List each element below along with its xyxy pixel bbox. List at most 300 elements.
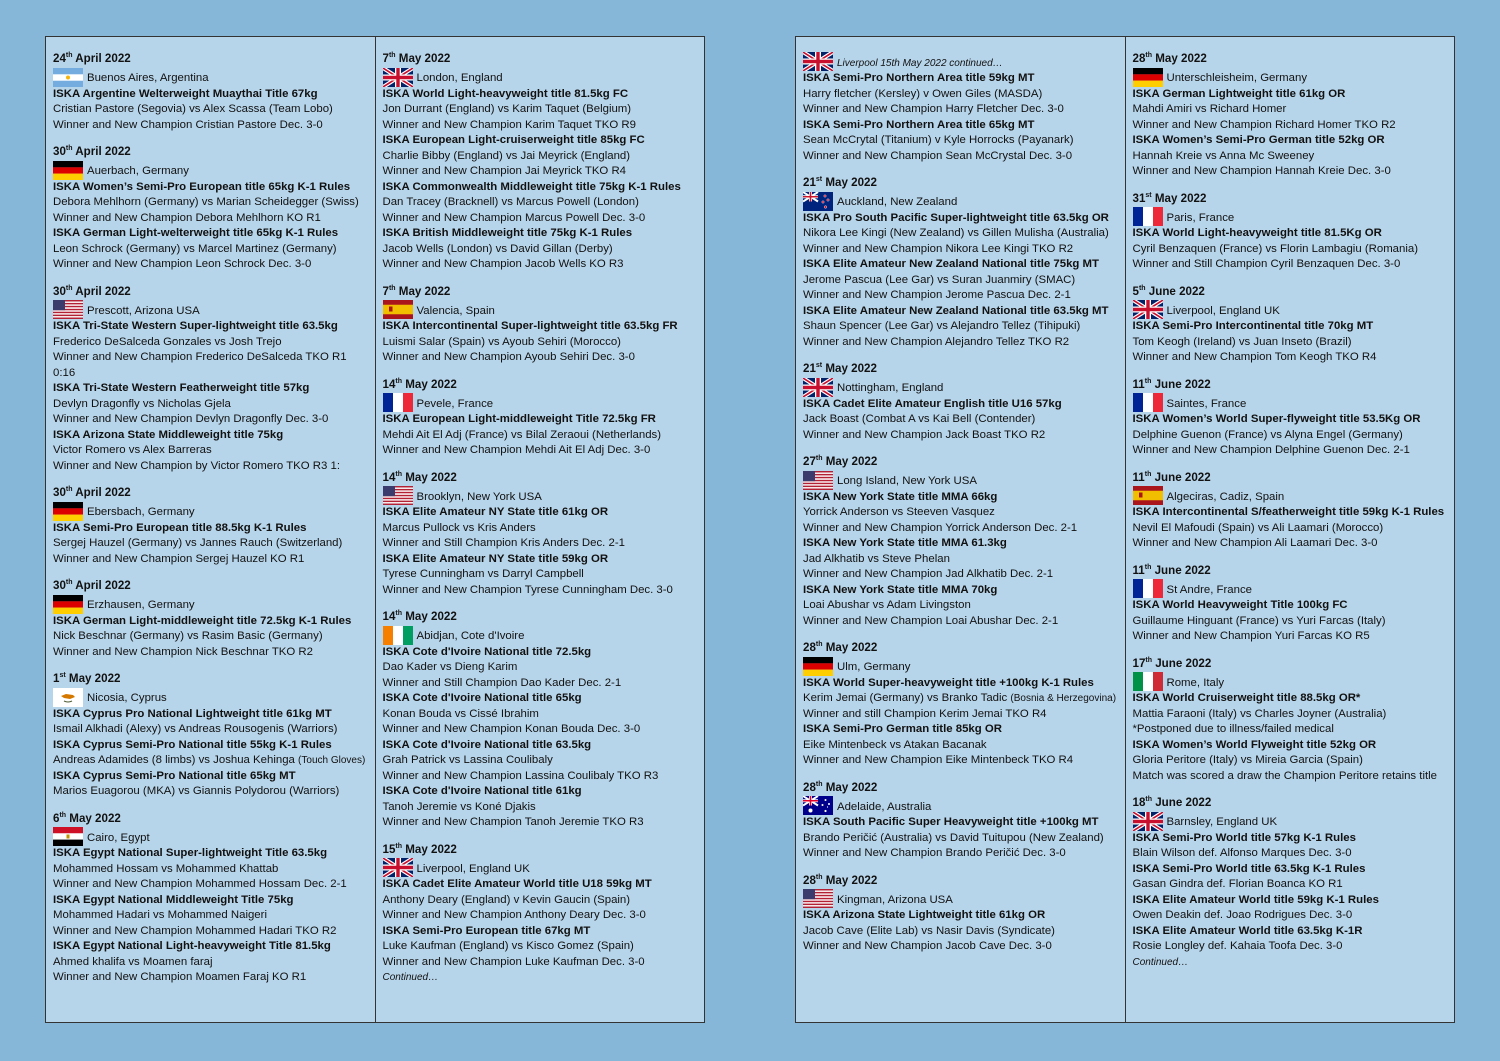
event-location: Barnsley, England UK bbox=[1166, 816, 1278, 828]
result-line bbox=[1133, 536, 1449, 552]
event-block bbox=[1133, 795, 1449, 970]
result-line bbox=[1133, 164, 1449, 180]
event-location: Prescott, Arizona USA bbox=[87, 304, 200, 317]
result-line bbox=[53, 862, 369, 878]
event-block bbox=[53, 144, 369, 273]
title-fight-name bbox=[383, 645, 699, 661]
event-date bbox=[803, 175, 1119, 191]
event-block bbox=[383, 51, 699, 273]
line-text: ISKA Semi-Pro Intercontinental title 70kg MT bbox=[1132, 320, 1374, 332]
event-block bbox=[1133, 51, 1449, 180]
germany-flag-icon bbox=[803, 657, 833, 676]
date-day: 1 bbox=[53, 672, 60, 685]
result-line bbox=[53, 955, 369, 971]
result-line bbox=[383, 335, 699, 351]
result-line bbox=[383, 800, 699, 816]
date-month-year: April 2022 bbox=[72, 284, 131, 298]
line-text: Victor Romero vs Alex Barreras bbox=[53, 444, 212, 456]
line-text: Winner and New Champion Tom Keogh TKO R4 bbox=[1132, 351, 1377, 363]
event-block bbox=[1133, 470, 1449, 552]
line-text: ISKA World Light-heavyweight title 81.5Kg OR bbox=[1132, 227, 1382, 239]
date-suffix: th bbox=[59, 811, 67, 819]
usa-flag-icon bbox=[383, 486, 413, 505]
line-text: ISKA Cyprus Pro National Lightweight title 61kg MT bbox=[53, 707, 332, 720]
title-fight-name bbox=[53, 893, 369, 909]
date-month-year: May 2022 bbox=[822, 362, 877, 375]
event-date bbox=[53, 671, 369, 687]
date-day: 28 bbox=[803, 780, 816, 794]
event-block bbox=[53, 284, 369, 475]
event-date bbox=[53, 485, 369, 501]
title-fight-name bbox=[53, 226, 369, 242]
location-row bbox=[1133, 812, 1449, 831]
line-text: ISKA Semi-Pro Northern Area title 65kg MT bbox=[803, 118, 1035, 131]
location-row bbox=[1133, 300, 1449, 319]
result-line bbox=[53, 536, 369, 552]
uk-flag-icon bbox=[1133, 812, 1163, 831]
line-text: Continued… bbox=[382, 972, 439, 983]
line-text: Winner and New Champion Sean McCrystal Dec. 3-0 bbox=[803, 149, 1073, 162]
result-line bbox=[53, 459, 369, 475]
line-text: ISKA Arizona State Middleweight title 75kg bbox=[53, 428, 284, 441]
line-text: Winner and New Champion Brando Peričić Dec. 3-0 bbox=[803, 847, 1066, 859]
result-line bbox=[383, 242, 699, 258]
line-text: Winner and New Champion Jerome Pascua Dec. 2-1 bbox=[803, 289, 1071, 301]
date-month-year: May 2022 bbox=[822, 873, 878, 887]
line-text: Mahdi Amiri vs Richard Homer bbox=[1132, 103, 1287, 115]
line-text: ISKA European Light-middleweight Title 72.5kg FR bbox=[382, 413, 656, 425]
title-fight-name bbox=[803, 71, 1119, 87]
column bbox=[375, 37, 705, 1022]
date-day: 30 bbox=[53, 579, 66, 592]
line-text: Nick Beschnar (Germany) vs Rasim Basic (Germany) bbox=[53, 630, 323, 642]
result-line bbox=[803, 567, 1119, 583]
location-row bbox=[53, 827, 369, 846]
result-line bbox=[1133, 707, 1449, 723]
spain-flag-icon bbox=[383, 300, 413, 319]
title-fight-name bbox=[383, 87, 699, 103]
date-suffix: th bbox=[65, 486, 73, 494]
event-location: Buenos Aires, Argentina bbox=[87, 72, 209, 84]
line-text: Winner and New Champion Hannah Kreie Dec. 3-0 bbox=[1132, 165, 1391, 177]
line-text: Winner and New Champion Lassina Coulibaly TKO R3 bbox=[382, 769, 659, 782]
event-date bbox=[53, 578, 369, 594]
event-block bbox=[803, 454, 1119, 629]
event-block bbox=[803, 780, 1119, 862]
line-text: ISKA Semi-Pro German title 85kg OR bbox=[803, 723, 1002, 735]
event-date bbox=[53, 51, 369, 67]
location-row bbox=[1133, 393, 1449, 412]
event-location: Ebersbach, Germany bbox=[87, 506, 195, 518]
line-text: Rosie Longley def. Kahaia Toofa Dec. 3-0 bbox=[1132, 940, 1343, 952]
line-text: Owen Deakin def. Joao Rodrigues Dec. 3-0 bbox=[1132, 909, 1353, 921]
france-flag-icon bbox=[1133, 579, 1163, 598]
date-month-year: May 2022 bbox=[822, 780, 878, 794]
location-row bbox=[53, 68, 369, 87]
event-block bbox=[1133, 377, 1449, 459]
location-row bbox=[383, 68, 699, 87]
date-suffix: th bbox=[1144, 377, 1152, 385]
line-text: Winner and New Champion Mohammed Hossam Dec. 2-1 bbox=[53, 878, 347, 890]
date-suffix: th bbox=[1145, 796, 1153, 804]
line-text: Winner and New Champion Yorrick Anderson Dec. 2-1 bbox=[803, 521, 1078, 534]
result-line bbox=[383, 893, 699, 909]
location-row bbox=[1133, 486, 1449, 505]
argentina-flag-icon bbox=[53, 68, 83, 87]
date-suffix: th bbox=[815, 873, 823, 881]
line-text: Leon Schrock (Germany) vs Marcel Martinez (Germany) bbox=[53, 242, 337, 255]
line-text: Winner and New Champion Richard Homer TKO R2 bbox=[1132, 118, 1396, 131]
date-suffix: th bbox=[388, 52, 396, 60]
germany-flag-icon bbox=[53, 595, 83, 614]
line-text: Dan Tracey (Bracknell) vs Marcus Powell (London) bbox=[382, 196, 639, 208]
result-line bbox=[53, 645, 369, 661]
date-suffix: th bbox=[1144, 470, 1152, 478]
result-line bbox=[383, 195, 699, 211]
title-fight-name bbox=[53, 381, 369, 397]
date-day: 11 bbox=[1132, 563, 1145, 577]
title-fight-name bbox=[383, 691, 699, 707]
event-location: Saintes, France bbox=[1166, 397, 1247, 410]
line-text: ISKA Intercontinental Super-lightweight title 63.5kg FR bbox=[382, 320, 678, 332]
result-line bbox=[803, 707, 1119, 723]
line-text: Winner and New Champion Jacob Wells KO R3 bbox=[382, 258, 624, 270]
result-line bbox=[53, 397, 369, 413]
event-date bbox=[1133, 284, 1449, 300]
line-text: Winner and New Champion Devlyn Dragonfly Dec. 3-0 bbox=[53, 413, 329, 425]
date-suffix: th bbox=[65, 52, 73, 60]
result-line bbox=[53, 970, 369, 986]
date-day: 14 bbox=[382, 610, 396, 623]
line-text: Winner and New Champion Jack Boast TKO R2 bbox=[803, 428, 1046, 441]
title-fight-name bbox=[1133, 691, 1449, 707]
line-text: ISKA Tri-State Western Super-lightweight title 63.5kg bbox=[53, 320, 338, 332]
date-day: 6 bbox=[53, 811, 60, 825]
line-text: ISKA Semi-Pro World title 57kg K-1 Rules bbox=[1132, 831, 1356, 844]
line-text: ISKA World Heavyweight Title 100kg FC bbox=[1132, 599, 1348, 611]
line-text: Winner and New Champion Luke Kaufman Dec. 3-0 bbox=[382, 955, 645, 968]
location-row bbox=[53, 161, 369, 180]
title-fight-name bbox=[53, 738, 369, 754]
result-line bbox=[1133, 769, 1449, 785]
event-location: Nottingham, England bbox=[837, 382, 944, 394]
location-row bbox=[803, 52, 1119, 71]
date-day: 30 bbox=[53, 145, 66, 158]
result-line bbox=[383, 211, 699, 227]
line-text: Delphine Guenon (France) vs Alyna Engel (Germany) bbox=[1132, 428, 1403, 441]
title-fight-name bbox=[53, 769, 369, 785]
date-day: 7 bbox=[382, 52, 389, 65]
result-line bbox=[1133, 428, 1449, 444]
line-text: Charlie Bibby (England) vs Jai Meyrick (England) bbox=[382, 149, 631, 162]
result-line bbox=[53, 211, 369, 227]
result-line bbox=[383, 707, 699, 723]
date-day: 18 bbox=[1132, 796, 1146, 809]
event-block bbox=[53, 671, 369, 800]
result-line bbox=[1133, 350, 1449, 366]
event-location: Unterschleisheim, Germany bbox=[1166, 72, 1308, 84]
event-location: Cairo, Egypt bbox=[87, 831, 150, 844]
line-text: Mohammed Hadari vs Mohammed Naigeri bbox=[53, 909, 267, 921]
date-day: 28 bbox=[1132, 52, 1146, 65]
date-month-year: June 2022 bbox=[1151, 470, 1211, 484]
title-fight-name bbox=[53, 180, 369, 196]
event-date bbox=[383, 284, 699, 300]
event-location: Paris, France bbox=[1166, 211, 1235, 224]
result-line bbox=[803, 521, 1119, 537]
line-text: ISKA Commonwealth Middleweight title 75kg K-1 Rules bbox=[382, 180, 681, 193]
title-fight-name bbox=[1133, 226, 1449, 242]
line-text: ISKA Cote d'Ivoire National title 72.5kg bbox=[382, 645, 592, 658]
title-fight-name bbox=[53, 939, 369, 955]
event-date bbox=[53, 811, 369, 827]
result-line bbox=[383, 939, 699, 955]
line-text: Nikora Lee Kingi (New Zealand) vs Gillen Mulisha (Australia) bbox=[803, 227, 1109, 239]
line-text: ISKA New York State title MMA 70kg bbox=[803, 583, 998, 596]
date-month-year: June 2022 bbox=[1151, 563, 1211, 577]
line-text: Cristian Pastore (Segovia) vs Alex Scassa (Team Lobo) bbox=[53, 103, 333, 115]
result-line bbox=[803, 924, 1119, 940]
line-text: Jad Alkhatib vs Steve Phelan bbox=[803, 552, 950, 565]
result-line bbox=[1133, 257, 1449, 273]
result-line bbox=[383, 164, 699, 180]
event-block bbox=[803, 361, 1119, 443]
line-text: Devlyn Dragonfly vs Nicholas Gjela bbox=[53, 397, 231, 410]
event-block bbox=[383, 609, 699, 831]
line-text: Ahmed khalifa vs Moamen faraj bbox=[53, 955, 213, 968]
date-suffix: th bbox=[395, 842, 403, 850]
newzealand-flag-icon bbox=[803, 192, 833, 211]
location-row bbox=[383, 626, 699, 645]
line-text: Debora Mehlhorn (Germany) vs Marian Scheidegger (Swiss) bbox=[53, 196, 359, 208]
title-fight-name bbox=[383, 877, 699, 893]
event-location: Brooklyn, New York USA bbox=[416, 490, 542, 503]
result-line bbox=[1133, 118, 1449, 134]
line-text: ISKA Women’s World Super-flyweight title 53.5Kg OR bbox=[1132, 413, 1421, 425]
result-line bbox=[53, 908, 369, 924]
title-fight-name bbox=[53, 707, 369, 723]
date-month-year: June 2022 bbox=[1152, 796, 1212, 809]
result-line bbox=[1133, 102, 1449, 118]
result-line bbox=[803, 273, 1119, 289]
date-month-year: April 2022 bbox=[72, 52, 131, 65]
line-small-text: (Bosnia & Herzegovina) bbox=[1010, 693, 1117, 704]
result-line bbox=[1133, 443, 1449, 459]
result-line bbox=[803, 87, 1119, 103]
line-text: ISKA World Light-heavyweight title 81.5kg FC bbox=[382, 87, 629, 100]
title-fight-name bbox=[383, 319, 699, 335]
location-row bbox=[383, 486, 699, 505]
line-text: ISKA Intercontinental S/featherweight title 59kg K-1 Rules bbox=[1132, 506, 1445, 518]
date-month-year: May 2022 bbox=[402, 470, 457, 484]
title-fight-name bbox=[803, 815, 1119, 831]
location-row bbox=[53, 595, 369, 614]
date-month-year: May 2022 bbox=[402, 377, 457, 391]
title-fight-name bbox=[803, 908, 1119, 924]
result-line bbox=[803, 598, 1119, 614]
location-row bbox=[803, 657, 1119, 676]
date-suffix: st bbox=[815, 176, 823, 184]
date-month-year: June 2022 bbox=[1145, 284, 1205, 298]
line-text: ISKA Egypt National Light-heavyweight Title 81.5kg bbox=[53, 940, 331, 952]
line-text: Winner and New Champion Loai Abushar Dec. 2-1 bbox=[803, 614, 1059, 627]
right-page bbox=[795, 36, 1455, 1023]
line-text: ISKA Egypt National Middleweight Title 75kg bbox=[53, 893, 294, 906]
germany-flag-icon bbox=[53, 502, 83, 521]
result-line bbox=[383, 676, 699, 692]
result-line bbox=[53, 443, 369, 459]
line-text: ISKA Elite Amateur World title 59kg K-1 Rules bbox=[1132, 893, 1379, 906]
result-line bbox=[803, 412, 1119, 428]
result-line bbox=[383, 567, 699, 583]
result-line bbox=[383, 350, 699, 366]
result-line bbox=[1133, 846, 1449, 862]
title-fight-name bbox=[1133, 862, 1449, 878]
event-date bbox=[1133, 191, 1449, 207]
date-day: 14 bbox=[382, 377, 396, 391]
line-text: Jerome Pascua (Lee Gar) vs Suran Juanmiry (SMAC) bbox=[803, 273, 1076, 286]
line-text: ISKA Elite Amateur World title 63.5kg K-1R bbox=[1132, 924, 1363, 937]
title-fight-name bbox=[803, 676, 1119, 692]
event-location: Nicosia, Cyprus bbox=[87, 692, 167, 704]
date-day: 11 bbox=[1132, 470, 1145, 484]
location-row bbox=[1133, 207, 1449, 226]
date-suffix: th bbox=[388, 284, 396, 292]
line-text: Winner and New Champion Jad Alkhatib Dec. 2-1 bbox=[803, 568, 1054, 580]
result-line bbox=[383, 660, 699, 676]
event-block bbox=[803, 175, 1119, 350]
date-day: 24 bbox=[53, 52, 66, 65]
date-day: 17 bbox=[1132, 656, 1146, 670]
date-month-year: May 2022 bbox=[65, 672, 121, 685]
line-text: ISKA Cote d'Ivoire National title 63.5kg bbox=[382, 738, 592, 751]
line-text: Blain Wilson def. Alfonso Marques Dec. 3-0 bbox=[1132, 847, 1352, 859]
date-day: 7 bbox=[382, 284, 389, 298]
line-text: Winner and New Champion Frederico DeSalceda TKO R1 0:16 bbox=[53, 351, 347, 379]
usa-flag-icon bbox=[803, 889, 833, 908]
line-text: ISKA Arizona State Lightweight title 61kg OR bbox=[803, 909, 1046, 921]
column bbox=[796, 37, 1125, 1022]
location-row bbox=[1133, 672, 1449, 691]
line-text: ISKA Argentine Welterweight Muaythai Title 67kg bbox=[53, 87, 318, 100]
title-fight-name bbox=[803, 722, 1119, 738]
title-fight-name bbox=[383, 505, 699, 521]
line-text: Winner and New Champion Harry Fletcher Dec. 3-0 bbox=[803, 103, 1064, 115]
event-location: Erzhausen, Germany bbox=[87, 599, 195, 611]
event-location: St Andre, France bbox=[1166, 583, 1252, 596]
line-text: ISKA Semi-Pro European title 67kg MT bbox=[382, 924, 591, 937]
event-date bbox=[803, 640, 1119, 656]
location-row bbox=[803, 192, 1119, 211]
result-line bbox=[803, 505, 1119, 521]
event-location: Ulm, Germany bbox=[837, 661, 911, 673]
line-text: Winner and New Champion Karim Taquet TKO R9 bbox=[382, 118, 636, 131]
event-block bbox=[53, 578, 369, 660]
line-text: Guillaume Hinguant (France) vs Yuri Farcas (Italy) bbox=[1132, 614, 1386, 627]
location-row bbox=[383, 393, 699, 412]
line-text: Marios Euagorou (MKA) vs Giannis Polydorou (Warriors) bbox=[53, 785, 340, 797]
line-text: Tanoh Jeremie vs Koné Djakis bbox=[382, 800, 536, 813]
result-line bbox=[383, 722, 699, 738]
date-month-year: May 2022 bbox=[402, 842, 457, 856]
title-fight-name bbox=[383, 924, 699, 940]
ivorycoast-flag-icon bbox=[383, 626, 413, 645]
line-text: Jack Boast (Combat A vs Kai Bell (Contender) bbox=[803, 413, 1036, 425]
event-block bbox=[53, 51, 369, 133]
date-month-year: May 2022 bbox=[402, 610, 457, 623]
event-date bbox=[383, 609, 699, 625]
event-location: Liverpool, England UK bbox=[416, 862, 530, 875]
line-text: ISKA Elite Amateur New Zealand National title 75kg MT bbox=[803, 258, 1100, 270]
date-suffix: th bbox=[395, 470, 403, 478]
line-text: Anthony Deary (England) v Kevin Gaucin (Spain) bbox=[382, 893, 631, 906]
title-fight-name bbox=[803, 536, 1119, 552]
line-text: Tyrese Cunningham vs Darryl Campbell bbox=[382, 568, 584, 580]
date-suffix: th bbox=[815, 641, 823, 649]
result-line bbox=[1133, 877, 1449, 893]
date-suffix: st bbox=[815, 362, 823, 370]
line-text: Winner and New Champion Jai Meyrick TKO R4 bbox=[382, 165, 627, 177]
date-day: 30 bbox=[53, 486, 66, 499]
event-date bbox=[803, 873, 1119, 889]
result-line bbox=[803, 738, 1119, 754]
line-text: ISKA German Light-welterweight title 65kg K-1 Rules bbox=[53, 227, 339, 239]
line-text: Brando Peričić (Australia) vs David Tuitupou (New Zealand) bbox=[803, 831, 1104, 844]
line-text: Winner and New Champion Konan Bouda Dec. 3-0 bbox=[382, 723, 641, 735]
result-line bbox=[803, 319, 1119, 335]
uk-flag-icon bbox=[383, 68, 413, 87]
result-line bbox=[803, 831, 1119, 847]
line-text: Mattia Faraoni (Italy) vs Charles Joyner (Australia) bbox=[1132, 707, 1387, 720]
line-text: ISKA Cyprus Semi-Pro National title 65kg MT bbox=[53, 769, 296, 782]
line-text: Andreas Adamides (8 limbs) vs Joshua Kehinga bbox=[53, 754, 295, 766]
event-date bbox=[1133, 470, 1449, 486]
uk-flag-icon bbox=[803, 378, 833, 397]
line-text: Winner and New Champion Marcus Powell Dec. 3-0 bbox=[382, 211, 646, 224]
location-row bbox=[53, 688, 369, 707]
location-row bbox=[1133, 68, 1449, 87]
line-text: Winner and Still Champion Dao Kader Dec. 2-1 bbox=[382, 676, 622, 689]
location-row bbox=[803, 796, 1119, 815]
event-location: Long Island, New York USA bbox=[837, 475, 977, 487]
event-block bbox=[383, 377, 699, 459]
result-line bbox=[1133, 242, 1449, 258]
line-text: ISKA Semi-Pro Northern Area title 59kg MT bbox=[803, 72, 1035, 84]
line-text: Winner and Still Champion Cyril Benzaquen Dec. 3-0 bbox=[1132, 258, 1401, 270]
line-text: Loai Abushar vs Adam Livingston bbox=[803, 599, 971, 611]
line-text: Winner and New Champion Leon Schrock Dec. 3-0 bbox=[53, 258, 312, 270]
result-line bbox=[383, 536, 699, 552]
line-text: ISKA Cyprus Semi-Pro National title 55kg K-1 Rules bbox=[53, 738, 332, 751]
event-block bbox=[803, 52, 1119, 164]
line-text: Winner and New Champion Mehdi Ait El Adj Dec. 3-0 bbox=[382, 444, 651, 456]
title-fight-name bbox=[1133, 738, 1449, 754]
title-fight-name bbox=[383, 133, 699, 149]
date-suffix: th bbox=[1138, 284, 1146, 292]
date-month-year: May 2022 bbox=[66, 811, 121, 825]
date-month-year: May 2022 bbox=[1152, 52, 1207, 65]
title-fight-name bbox=[803, 397, 1119, 413]
title-fight-name bbox=[1133, 319, 1449, 335]
line-text: Winner and New Champion Anthony Deary Dec. 3-0 bbox=[382, 909, 646, 921]
column bbox=[46, 37, 375, 1022]
date-month-year: June 2022 bbox=[1151, 377, 1211, 391]
result-line bbox=[1133, 722, 1449, 738]
title-fight-name bbox=[1133, 831, 1449, 847]
line-text: Frederico DeSalceda Gonzales vs Josh Trejo bbox=[53, 335, 282, 348]
line-text: Winner and New Champion Yuri Farcas KO R5 bbox=[1132, 630, 1370, 642]
line-text: *Postponed due to illness/failed medical bbox=[1132, 723, 1334, 735]
